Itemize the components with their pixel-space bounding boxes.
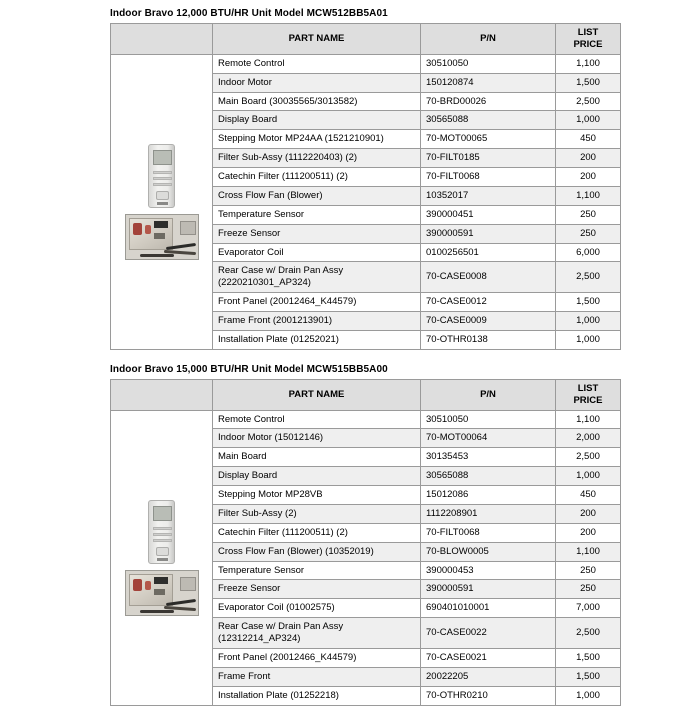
part-name: Display Board	[213, 467, 421, 486]
part-name: Temperature Sensor	[213, 205, 421, 224]
header-list-price-line1: LIST	[577, 27, 599, 38]
part-price: 1,000	[556, 330, 621, 349]
part-number: 70-OTHR0138	[421, 330, 556, 349]
part-number: 1112208901	[421, 504, 556, 523]
part-price: 250	[556, 580, 621, 599]
table-body-12000	[111, 54, 621, 349]
part-name: Rear Case w/ Drain Pan Assy (12312214_AP324)	[213, 618, 421, 649]
part-price: 2,500	[556, 448, 621, 467]
part-price: 1,100	[556, 186, 621, 205]
table-header-row	[111, 379, 621, 410]
remote-screen-icon	[153, 150, 172, 165]
part-price: 200	[556, 523, 621, 542]
product-image-cell-15000	[111, 410, 213, 705]
part-number: 70-MOT00065	[421, 130, 556, 149]
part-number: 70-BLOW0005	[421, 542, 556, 561]
header-image-cell	[111, 24, 213, 55]
part-name: Installation Plate (01252218)	[213, 686, 421, 705]
part-price: 250	[556, 205, 621, 224]
pcb-connector	[180, 221, 196, 235]
part-price: 6,000	[556, 243, 621, 262]
part-number: 10352017	[421, 186, 556, 205]
part-price: 200	[556, 168, 621, 187]
part-name: Catechin Filter (111200511) (2)	[213, 168, 421, 187]
part-name: Freeze Sensor	[213, 224, 421, 243]
pcb-capacitor	[133, 579, 142, 591]
part-name: Indoor Motor	[213, 73, 421, 92]
header-pn: P/N	[421, 24, 556, 55]
part-price: 2,000	[556, 429, 621, 448]
table-row	[111, 410, 621, 429]
part-number: 390000591	[421, 580, 556, 599]
part-price: 1,000	[556, 312, 621, 331]
part-price: 2,500	[556, 618, 621, 649]
part-number: 30135453	[421, 448, 556, 467]
part-price: 200	[556, 149, 621, 168]
part-name: Front Panel (20012464_K44579)	[213, 293, 421, 312]
part-name: Cross Flow Fan (Blower)	[213, 186, 421, 205]
part-name: Stepping Motor MP28VB	[213, 486, 421, 505]
main-board-photo	[125, 570, 199, 616]
part-number: 690401010001	[421, 599, 556, 618]
header-part-name: PART NAME	[213, 379, 421, 410]
part-price: 200	[556, 504, 621, 523]
part-number: 15012086	[421, 486, 556, 505]
part-number: 70-CASE0022	[421, 618, 556, 649]
remote-button-row-icon	[153, 183, 172, 186]
part-price: 1,500	[556, 667, 621, 686]
part-name: Evaporator Coil	[213, 243, 421, 262]
header-list-price-line1: LIST	[577, 382, 599, 394]
part-number: 70-CASE0012	[421, 293, 556, 312]
pcb-wire	[140, 254, 174, 257]
table-wrap-15000	[0, 379, 696, 706]
part-price: 250	[556, 561, 621, 580]
pcb-chip	[154, 589, 165, 595]
product-image-cell-12000	[111, 54, 213, 349]
part-price: 1,100	[556, 54, 621, 73]
header-list-price	[556, 379, 621, 410]
part-number: 390000591	[421, 224, 556, 243]
remote-button-row-icon	[153, 527, 172, 530]
table-wrap-12000	[0, 23, 696, 350]
part-name: Evaporator Coil (01002575)	[213, 599, 421, 618]
part-price: 2,500	[556, 92, 621, 111]
part-name: Cross Flow Fan (Blower) (10352019)	[213, 542, 421, 561]
part-price: 1,100	[556, 542, 621, 561]
part-name: Temperature Sensor	[213, 561, 421, 580]
section-title-12000: Indoor Bravo 12,000 BTU/HR Unit Model MCW512BB5A01	[110, 8, 388, 19]
table-body-15000	[111, 410, 621, 705]
part-number: 150120874	[421, 73, 556, 92]
remote-screen-icon	[153, 506, 172, 521]
part-price: 1,500	[556, 648, 621, 667]
part-name: Display Board	[213, 111, 421, 130]
part-price: 250	[556, 224, 621, 243]
part-number: 70-CASE0021	[421, 648, 556, 667]
unit-section-12000	[0, 8, 696, 350]
part-price: 1,000	[556, 111, 621, 130]
part-number: 30565088	[421, 111, 556, 130]
part-name: Catechin Filter (111200511) (2)	[213, 523, 421, 542]
section-title-15000: Indoor Bravo 15,000 BTU/HR Unit Model MCW515BB5A00	[110, 363, 388, 375]
part-name: Indoor Motor (15012146)	[213, 429, 421, 448]
part-name: Stepping Motor MP24AA (1521210901)	[213, 130, 421, 149]
part-price: 1,500	[556, 73, 621, 92]
part-name: Main Board	[213, 448, 421, 467]
pcb-connector	[180, 577, 196, 591]
remote-control-photo	[148, 500, 175, 564]
part-name: Remote Control	[213, 54, 421, 73]
part-price: 1,500	[556, 293, 621, 312]
header-list-price	[556, 24, 621, 55]
parts-table-15000	[110, 379, 621, 706]
part-price: 7,000	[556, 599, 621, 618]
part-name: Remote Control	[213, 410, 421, 429]
part-name: Filter Sub-Assy (2)	[213, 504, 421, 523]
part-price: 1,100	[556, 410, 621, 429]
part-number: 70-MOT00064	[421, 429, 556, 448]
part-number: 390000451	[421, 205, 556, 224]
part-name: Filter Sub-Assy (1112220403) (2)	[213, 149, 421, 168]
part-number: 30565088	[421, 467, 556, 486]
part-number: 70-FILT0068	[421, 523, 556, 542]
remote-control-photo	[148, 144, 175, 208]
remote-power-button-icon	[156, 547, 169, 556]
remote-logo	[157, 202, 168, 205]
part-number: 30510050	[421, 54, 556, 73]
part-number: 70-FILT0185	[421, 149, 556, 168]
pcb-chip	[154, 233, 165, 239]
remote-button-row-icon	[153, 533, 172, 536]
part-name: Main Board (30035565/3013582)	[213, 92, 421, 111]
pcb-chip	[154, 221, 168, 228]
part-number: 70-CASE0009	[421, 312, 556, 331]
pcb-capacitor	[145, 225, 151, 234]
header-part-name: PART NAME	[213, 24, 421, 55]
remote-button-row-icon	[153, 539, 172, 542]
part-price: 2,500	[556, 262, 621, 293]
part-number: 20022205	[421, 667, 556, 686]
part-price: 450	[556, 486, 621, 505]
table-row	[111, 54, 621, 73]
part-name: Freeze Sensor	[213, 580, 421, 599]
part-name: Installation Plate (01252021)	[213, 330, 421, 349]
header-list-price-line2: PRICE	[573, 394, 603, 406]
part-name: Rear Case w/ Drain Pan Assy (2220210301_AP324)	[213, 262, 421, 293]
part-number: 70-FILT0068	[421, 168, 556, 187]
part-number: 30510050	[421, 410, 556, 429]
remote-logo	[157, 558, 168, 561]
part-number: 0100256501	[421, 243, 556, 262]
pcb-capacitor	[133, 223, 142, 235]
part-name: Front Panel (20012466_K44579)	[213, 648, 421, 667]
remote-button-row-icon	[153, 171, 172, 174]
part-price: 1,000	[556, 686, 621, 705]
part-number: 390000453	[421, 561, 556, 580]
remote-power-button-icon	[156, 191, 169, 200]
part-number: 70-BRD00026	[421, 92, 556, 111]
unit-section-15000	[0, 364, 696, 706]
table-header-row	[111, 24, 621, 55]
part-number: 70-OTHR0210	[421, 686, 556, 705]
main-board-photo	[125, 214, 199, 260]
part-number: 70-CASE0008	[421, 262, 556, 293]
header-list-price-line2: PRICE	[573, 38, 603, 50]
part-price: 450	[556, 130, 621, 149]
part-name: Frame Front (2001213901)	[213, 312, 421, 331]
pcb-wire	[140, 610, 174, 613]
header-image-cell	[111, 379, 213, 410]
part-price: 1,000	[556, 467, 621, 486]
part-name: Frame Front	[213, 667, 421, 686]
header-pn: P/N	[421, 379, 556, 410]
pcb-capacitor	[145, 581, 151, 590]
pcb-chip	[154, 577, 168, 584]
remote-button-row-icon	[153, 177, 172, 180]
parts-table-12000	[110, 23, 621, 350]
